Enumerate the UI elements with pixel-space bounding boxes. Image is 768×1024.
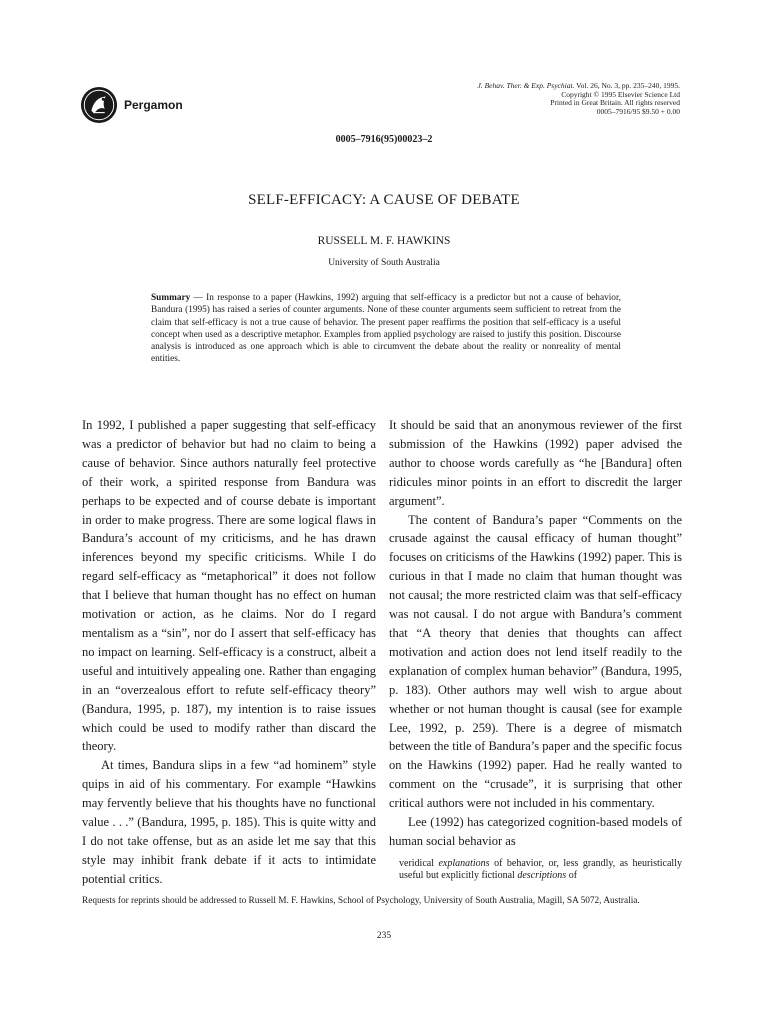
quote-emphasis: explanations [438, 857, 490, 869]
body-paragraph: It should be said that an anonymous reviewer of the first submission of the Hawkins (1992) paper advised the author to choose words carefully as “he [Bandura] often ridicules minor points in an effort to discredit the larger argument”. [389, 418, 682, 508]
publisher-name: Pergamon [124, 98, 183, 112]
pergamon-logo-icon [80, 86, 118, 124]
reprint-footnote: Requests for reprints should be addressed to Russell M. F. Hawkins, School of Psychology, University of South Australia, Magill, SA 5072, Australia. [82, 896, 640, 906]
journal-citation: Vol. 26, No. 3, pp. 235–240, 1995. [576, 81, 680, 90]
body-paragraph: At times, Bandura slips in a few “ad hominem” style quips in aid of his commentary. For example “Hawkins may fervently believe that his thoughts have no functional value . . .” (Bandura, 1995, p. 185). This is quite witty and I do not take offense, but as an aside let me say that this style may inhibit frank debate if it acts to intimidate potential critics. [82, 758, 376, 886]
body-paragraph: In 1992, I published a paper suggesting that self-efficacy was a predictor of behavior but had no claim to being a cause of behavior. Since authors naturally feel protective of their work, a spirited response from Bandura was perhaps to be expected and of course debate is important in order to make progress. There are some logical flaws in Bandura’s account of my criticisms, and he has drawn inferences beyond my specific criticisms. While I do regard self-efficacy as “metaphorical” it does not follow that I believe that human thought has no effect on human motivation or action, as he claims. Nor do I regard mentalism as a “sin”, nor do I assert that self-efficacy has no impact on learning. Self-efficacy is a construct, albeit a useful and intuitively appealing one. Rather than engaging in an “overzealous effort to refute self-efficacy theory” (Bandura, 1995, p. 187), my intention is to raise issues which could be used to modify rather than discard the theory. [82, 418, 376, 754]
summary-text: — In response to a paper (Hawkins, 1992) arguing that self-efficacy is a predictor but not a cause of behavior, Bandura (1995) has raised a series of counter arguments. None of these counter arguments seem sufficient to retreat from the claim that self-efficacy is not a true cause of behavior. The present paper reaffirms the position that self-efficacy is a useful concept when used as a descriptive metaphor. Examples from applied psychology are raised to justify this position. Discourse analysis is introduced as one approach which is able to circumvent the debate about the reality or nonreality of mental entities. [151, 293, 621, 365]
journal-reference [380, 82, 680, 116]
price-code: 0005–7916/95 $9.50 + 0.00 [596, 106, 680, 116]
body-paragraph: The content of Bandura’s paper “Comments on the crusade against the causal efficacy of human thought” focuses on criticisms of the Hawkins (1992) paper. This is curious in that I made no claim that human thought was not causal; the more restricted claim was that self-efficacy was not causal. I do not argue with Bandura’s comment that “A theory that denies that thoughts can affect motivation and action does not lend itself readily to the explanation of complex human behavior” (Bandura, 1995, p. 183). Other authors may well wish to argue about whether or not human thought is causal (see for example Lee, 1992, p. 259). There is a degree of mismatch between the title of Bandura’s paper and the specific focus on the Hawkins (1992) paper. Had he really wanted to comment on the “crusade”, it is surprising that other critical authors were not included in his commentary. [389, 512, 682, 811]
article-author: RUSSELL M. F. HAWKINS [317, 235, 451, 247]
article-doi: 0005–7916(95)00023–2 [335, 134, 433, 145]
article-summary [151, 292, 621, 366]
journal-name: J. Behav. Ther. & Exp. Psychiat. [477, 81, 575, 90]
copyright-line: Copyright © 1995 Elsevier Science Ltd [561, 89, 680, 99]
body-paragraph: Lee (1992) has categorized cognition-based models of human social behavior as [389, 815, 682, 848]
quote-emphasis: descriptions [517, 870, 567, 882]
quote-text: of behavior, or, less grandly, as heuristically useful but explicitly fictional [399, 857, 682, 882]
quote-text: of [566, 870, 578, 882]
block-quote [399, 858, 682, 883]
author-affiliation: University of South Australia [328, 258, 440, 268]
page-number: 235 [376, 931, 392, 941]
quote-text: veridical [399, 857, 439, 869]
article-title: SELF-EFFICACY: A CAUSE OF DEBATE [248, 192, 520, 208]
body-column-right [389, 416, 682, 883]
body-column-left [82, 416, 376, 889]
summary-label: Summary [151, 293, 191, 303]
publisher-block [80, 86, 183, 124]
printed-line: Printed in Great Britain. All rights reserved [550, 98, 680, 108]
